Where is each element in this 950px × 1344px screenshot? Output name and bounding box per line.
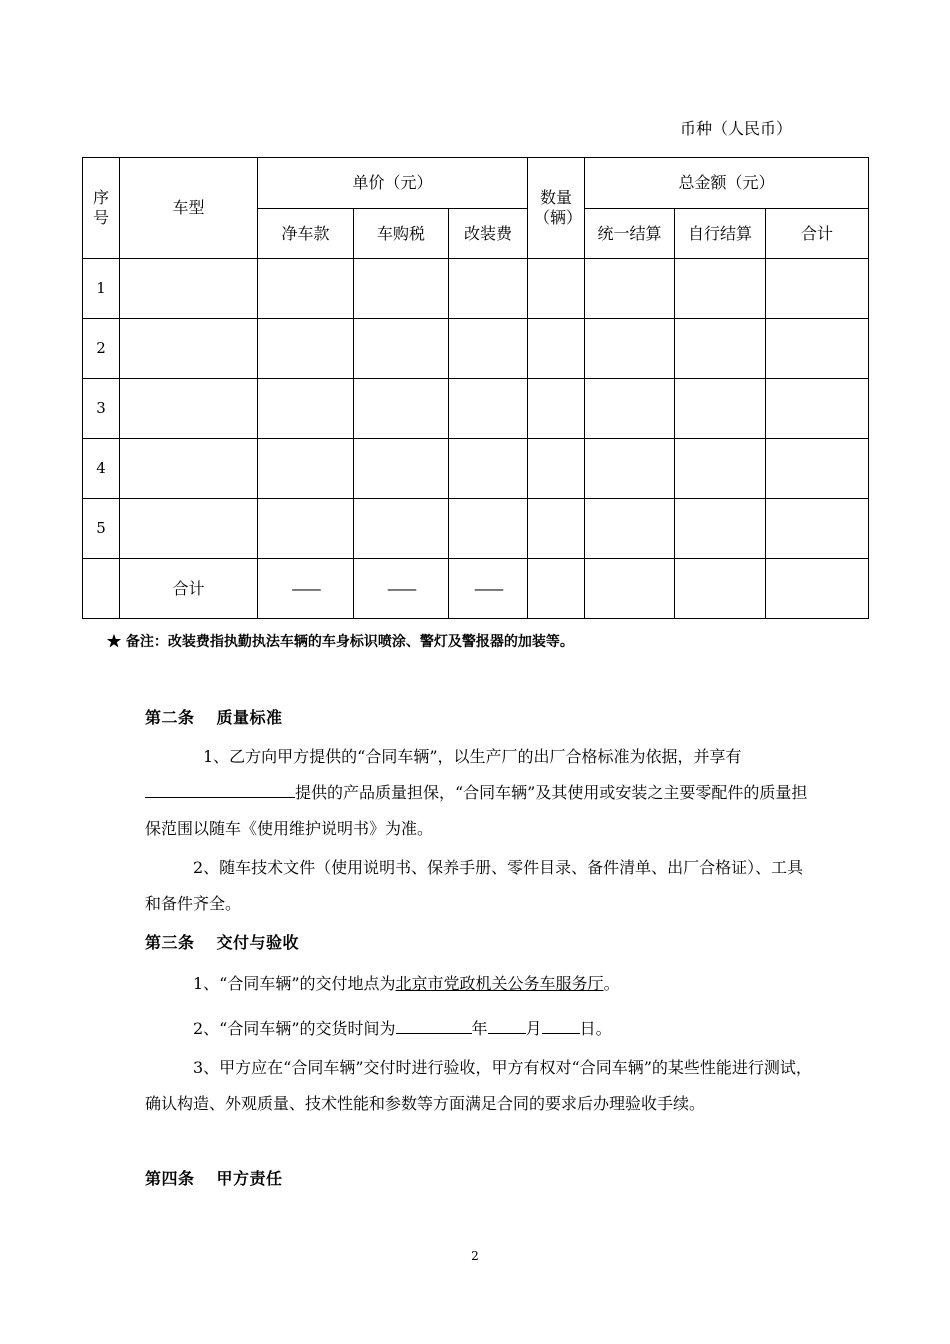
cell	[585, 559, 675, 619]
cell	[766, 559, 869, 619]
table-row	[83, 379, 869, 439]
table-note: ★ 备注：改装费指执勤执法车辆的车身标识喷涂、警灯及警报器的加装等。	[107, 634, 574, 650]
row-number: 2	[83, 319, 120, 379]
article-4-number: 第四条	[145, 1169, 195, 1188]
header-net-price: 净车款	[258, 209, 354, 259]
cell	[449, 319, 528, 379]
cell	[528, 439, 585, 499]
article-2-p1-end: 提供的产品质量担保，“合同车辆”及其使用或安装之主要零配件的质量担保范围以随车《使用维护说明书》为准。	[145, 783, 808, 838]
cell	[675, 499, 766, 559]
cell	[528, 379, 585, 439]
cell	[585, 259, 675, 319]
cell	[675, 439, 766, 499]
table-row	[83, 259, 869, 319]
article-4-title: 甲方责任	[216, 1169, 283, 1188]
header-unified-settlement: 统一结算	[585, 209, 675, 259]
header-subtotal: 合计	[766, 209, 869, 259]
total-dash-modification-fee: ——	[449, 559, 528, 619]
total-dash-net-price: ——	[258, 559, 354, 619]
cell	[585, 319, 675, 379]
guarantor-blank	[145, 779, 295, 798]
delivery-place: 北京市党政机关公务车服务厅	[395, 974, 604, 993]
cell	[766, 319, 869, 379]
header-model: 车型	[120, 158, 258, 259]
table-row	[83, 499, 869, 559]
article-2-paragraph-2: 2、随车技术文件（使用说明书、保养手册、零件目录、备件清单、出厂合格证）、工具和备件齐全。	[145, 858, 804, 913]
cell	[675, 379, 766, 439]
cell	[258, 259, 354, 319]
cell	[449, 379, 528, 439]
row-number: 1	[83, 259, 120, 319]
header-modification-fee: 改装费	[449, 209, 528, 259]
cell	[528, 499, 585, 559]
cell	[258, 319, 354, 379]
cell	[258, 499, 354, 559]
cell	[766, 259, 869, 319]
day-label: 日。	[579, 1019, 612, 1038]
header-total-amount: 总金额（元）	[585, 158, 869, 209]
cell	[675, 319, 766, 379]
article-2-p1-start: 1、乙方向甲方提供的“合同车辆”，以生产厂的出厂合格标准为依据，并享有	[203, 747, 742, 766]
cell	[258, 379, 354, 439]
cell	[449, 439, 528, 499]
cell	[675, 559, 766, 619]
cell	[675, 259, 766, 319]
header-self-settlement: 自行结算	[675, 209, 766, 259]
article-3-paragraph-3: 3、甲方应在“合同车辆”交付时进行验收，甲方有权对“合同车辆”的某些性能进行测试，确认构造、外观质量、技术性能和参数等方面满足合同的要求后办理验收手续。	[145, 1058, 812, 1113]
header-quantity: 数量（辆）	[528, 158, 585, 259]
table-row	[83, 439, 869, 499]
article-3-heading	[145, 925, 815, 961]
cell	[258, 439, 354, 499]
article-3-p1-start: 1、“合同车辆”的交付地点为	[193, 974, 396, 993]
article-2-paragraph-1	[145, 739, 815, 847]
article-3-paragraph-1	[145, 966, 815, 1002]
cell	[528, 559, 585, 619]
header-seq: 序号	[83, 158, 120, 259]
header-purchase-tax: 车购税	[354, 209, 449, 259]
article-2-title: 质量标准	[216, 708, 283, 727]
currency-label: 币种（人民币）	[680, 119, 793, 138]
cell	[354, 259, 449, 319]
row-number: 4	[83, 439, 120, 499]
day-blank	[542, 1015, 580, 1034]
cell	[354, 439, 449, 499]
cell	[354, 319, 449, 379]
cell	[354, 499, 449, 559]
total-row	[83, 559, 869, 619]
total-dash-purchase-tax: ——	[354, 559, 449, 619]
article-4-heading	[145, 1161, 815, 1197]
year-blank	[396, 1015, 472, 1034]
article-3-p1-end: 。	[603, 974, 620, 993]
article-2-heading	[145, 700, 815, 736]
article-3-title: 交付与验收	[216, 933, 300, 952]
row-number: 3	[83, 379, 120, 439]
article-3-paragraph-2	[145, 1011, 815, 1047]
year-label: 年	[471, 1019, 488, 1038]
price-table	[82, 157, 869, 619]
cell	[120, 439, 258, 499]
article-3-number: 第三条	[145, 933, 195, 952]
total-label: 合计	[120, 559, 258, 619]
cell	[585, 439, 675, 499]
article-2-number: 第二条	[145, 708, 195, 727]
row-number: 5	[83, 499, 120, 559]
month-label: 月	[525, 1019, 542, 1038]
cell	[449, 499, 528, 559]
cell	[449, 259, 528, 319]
cell	[120, 379, 258, 439]
cell	[585, 379, 675, 439]
header-unit-price: 单价（元）	[258, 158, 528, 209]
page-number: 2	[471, 1249, 479, 1263]
month-blank	[488, 1015, 526, 1034]
cell	[120, 319, 258, 379]
cell	[120, 259, 258, 319]
cell	[766, 499, 869, 559]
cell	[83, 559, 120, 619]
cell	[766, 379, 869, 439]
cell	[585, 499, 675, 559]
cell	[528, 259, 585, 319]
article-3-p2-start: 2、“合同车辆”的交货时间为	[193, 1019, 396, 1038]
cell	[120, 499, 258, 559]
cell	[766, 439, 869, 499]
cell	[354, 379, 449, 439]
table-row	[83, 319, 869, 379]
cell	[528, 319, 585, 379]
